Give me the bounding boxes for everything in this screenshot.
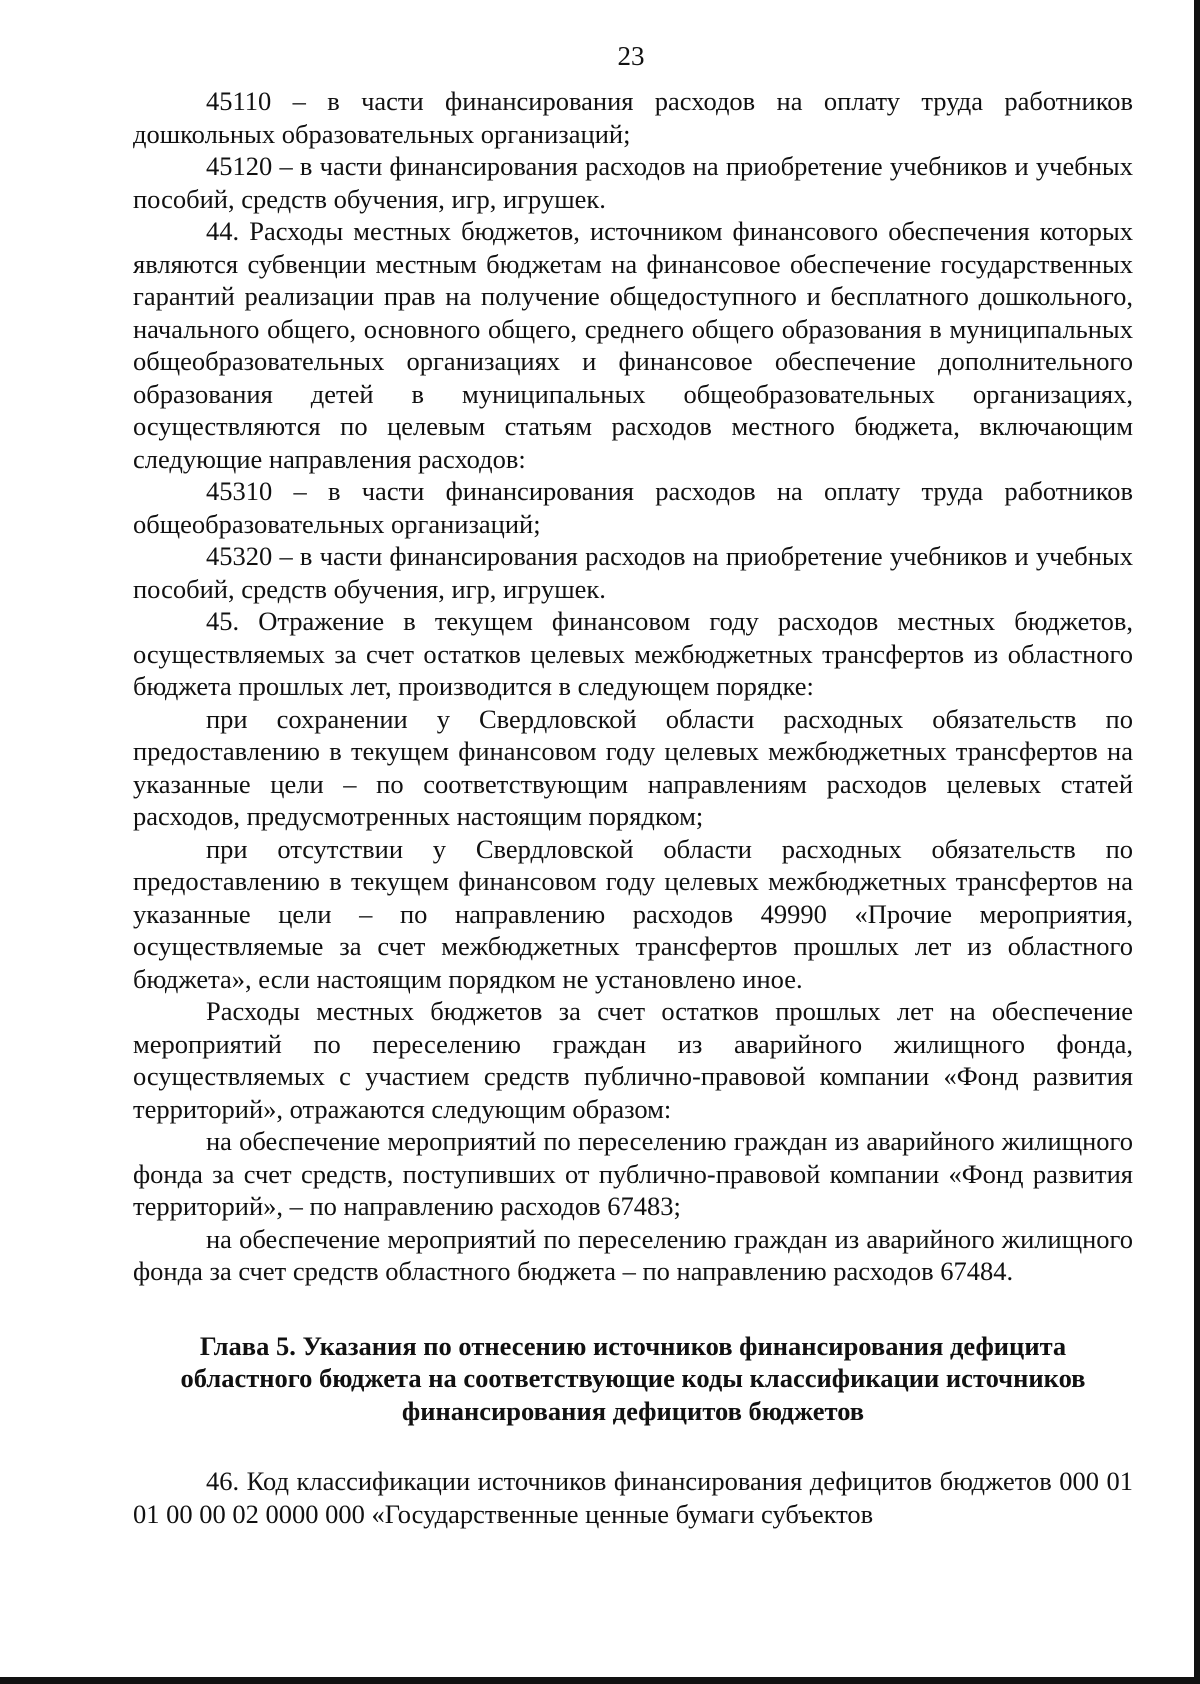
chapter-heading-line-2: областного бюджета на соответствующие коды классификации источников bbox=[180, 1363, 1086, 1393]
scan-border-right bbox=[1194, 0, 1200, 1684]
paragraph-resettlement-expenses: Расходы местных бюджетов за счет остатков прошлых лет на обеспечение мероприятий по переселению граждан из аварийного жилищного фонда, осуществляемых с участием средств публично-правовой компании «Фонд развития территорий», отражаются следующим образом: bbox=[133, 996, 1133, 1124]
paragraph-45110: 45110 – в части финансирования расходов на оплату труда работников дошкольных образовательных организаций; bbox=[133, 86, 1133, 149]
paragraph-45120: 45120 – в части финансирования расходов на приобретение учебников и учебных пособий, средств обучения, игр, игрушек. bbox=[133, 151, 1133, 214]
document-body bbox=[133, 85, 1133, 1530]
paragraph-obligations-absent: при отсутствии у Свердловской области расходных обязательств по предоставлению в текущем финансовом году целевых межбюджетных трансфертов на указанные цели – по направлению расходов 49990 «Прочие мероприятия, осуществляемые за счет межбюджетных трансфертов прошлых лет из областного бюджета», если настоящим порядком не установлено иное. bbox=[133, 833, 1133, 994]
paragraph-67484: на обеспечение мероприятий по переселению граждан из аварийного жилищного фонда за счет средств областного бюджета – по направлению расходов 67484. bbox=[133, 1223, 1133, 1286]
paragraph-46: 46. Код классификации источников финансирования дефицитов бюджетов 000 01 01 00 00 02 0000 000 «Государственные ценные бумаги субъектов bbox=[133, 1466, 1133, 1529]
paragraph-obligations-kept: при сохранении у Свердловской области расходных обязательств по предоставлению в текущем финансовом году целевых межбюджетных трансфертов на указанные цели – по соответствующим направлениям расходов целевых статей расходов, предусмотренных настоящим порядком; bbox=[133, 703, 1133, 831]
page-number: 23 bbox=[617, 41, 645, 71]
paragraph-45320: 45320 – в части финансирования расходов на приобретение учебников и учебных пособий, средств обучения, игр, игрушек. bbox=[133, 541, 1133, 604]
chapter-5-heading bbox=[133, 1330, 1133, 1428]
chapter-heading-line-3: финансирования дефицитов бюджетов bbox=[401, 1395, 865, 1426]
paragraph-44: 44. Расходы местных бюджетов, источником финансового обеспечения которых являются субвенции местным бюджетам на финансовое обеспечение государственных гарантий реализации прав на получение общедоступного и бесплатного дошкольного, начального общего, основного общего, среднего общего образования в муниципальных общеобразовательных организациях и финансовое обеспечение дополнительного образования детей в муниципальных общеобразовательных организациях, осуществляются по целевым статьям расходов местного бюджета, включающим следующие направления расходов: bbox=[133, 216, 1133, 474]
paragraph-45: 45. Отражение в текущем финансовом году расходов местных бюджетов, осуществляемых за счет остатков целевых межбюджетных трансфертов из областного бюджета прошлых лет, производится в следующем порядке: bbox=[133, 606, 1133, 701]
chapter-heading-line-1: Глава 5. Указания по отнесению источников финансирования дефицита bbox=[199, 1330, 1067, 1361]
paragraph-45310: 45310 – в части финансирования расходов на оплату труда работников общеобразовательных организаций; bbox=[133, 476, 1133, 539]
scan-border-bottom bbox=[0, 1677, 1200, 1684]
paragraph-67483: на обеспечение мероприятий по переселению граждан из аварийного жилищного фонда за счет средств, поступивших от публично-правовой компании «Фонд развития территорий», – по направлению расходов 67483; bbox=[133, 1126, 1133, 1221]
